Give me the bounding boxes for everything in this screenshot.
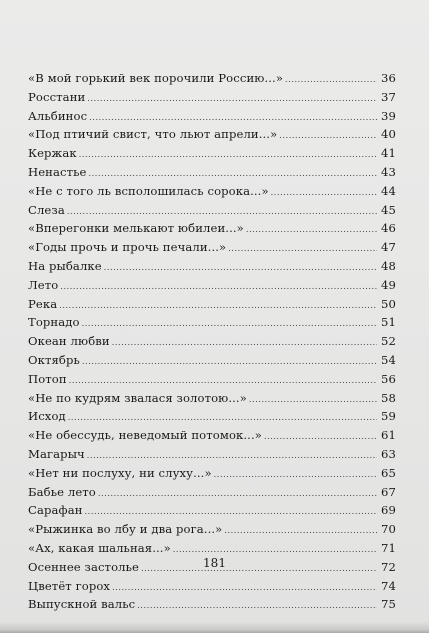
toc-entry bbox=[28, 372, 396, 391]
toc-entry-page: 54 bbox=[381, 352, 396, 367]
toc-entry bbox=[28, 334, 396, 353]
toc-entry bbox=[28, 579, 396, 598]
toc-entry-title: Потоп bbox=[28, 371, 67, 386]
toc-dot-leader bbox=[224, 527, 377, 535]
toc-entry-title: Ненастье bbox=[28, 164, 87, 179]
toc-entry-title: Альбинос bbox=[28, 108, 88, 123]
toc-dot-leader bbox=[59, 302, 377, 310]
toc-entry-title: «Годы прочь и прочь печали...» bbox=[28, 240, 227, 255]
toc-entry-page: 59 bbox=[381, 409, 396, 424]
toc-entry bbox=[28, 597, 396, 616]
toc-entry-page: 56 bbox=[381, 371, 396, 386]
toc-dot-leader bbox=[285, 76, 377, 84]
toc-entry-title: Сарафан bbox=[28, 503, 83, 518]
toc-dot-leader bbox=[68, 414, 377, 422]
toc-entry-page: 40 bbox=[381, 127, 396, 142]
toc-entry-page: 75 bbox=[381, 597, 396, 612]
toc-entry-title: На рыбалке bbox=[28, 258, 102, 273]
toc-entry-page: 51 bbox=[381, 315, 396, 330]
toc-dot-leader bbox=[271, 189, 377, 197]
toc-dot-leader bbox=[69, 377, 377, 385]
toc-entry bbox=[28, 466, 396, 485]
toc-entry-title: Слеза bbox=[28, 202, 65, 217]
toc-entry-page: 52 bbox=[381, 334, 396, 349]
toc-entry-page: 70 bbox=[381, 522, 396, 537]
toc-dot-leader bbox=[82, 320, 377, 328]
toc-entry-page: 46 bbox=[381, 221, 396, 236]
toc-entry-title: Выпускной вальс bbox=[28, 597, 136, 612]
toc-entry-page: 74 bbox=[381, 578, 396, 593]
page-number: 181 bbox=[203, 556, 226, 570]
toc-dot-leader bbox=[82, 358, 377, 366]
toc-dot-leader bbox=[87, 95, 377, 103]
toc-entry bbox=[28, 503, 396, 522]
toc-entry-title: Океан любви bbox=[28, 334, 110, 349]
toc-entry-page: 72 bbox=[381, 559, 396, 574]
toc-entry-page: 43 bbox=[381, 164, 396, 179]
toc-entry-title: «Нет ни послуху, ни слуху...» bbox=[28, 465, 212, 480]
toc-entry-title: Осеннее застолье bbox=[28, 559, 139, 574]
toc-entry-title: «В мой горький век порочили Россию...» bbox=[28, 71, 284, 85]
toc-entry-title: Исход bbox=[28, 409, 66, 424]
toc-entry-title: Октябрь bbox=[28, 352, 80, 367]
toc-entry-page: 47 bbox=[381, 240, 396, 255]
toc-entry bbox=[28, 71, 396, 90]
toc-entry-page: 37 bbox=[381, 89, 396, 104]
toc-entry-title: «Вперегонки мелькают юбилеи...» bbox=[28, 221, 244, 236]
toc-entry-title: Цветёт горох bbox=[28, 578, 111, 593]
toc-entry bbox=[28, 485, 396, 504]
toc-entry-title: «Под птичий свист, что льют апрели...» bbox=[28, 127, 278, 142]
page-edge-shadow bbox=[0, 621, 429, 633]
toc-dot-leader bbox=[249, 396, 377, 404]
toc-dot-leader bbox=[112, 584, 377, 592]
toc-entry-page: 65 bbox=[381, 465, 396, 480]
toc-entry-title: Магарыч bbox=[28, 446, 85, 461]
toc-entry bbox=[28, 522, 396, 541]
toc-entry bbox=[28, 90, 396, 109]
toc-entry bbox=[28, 146, 396, 165]
toc-dot-leader bbox=[67, 208, 377, 216]
toc-dot-leader bbox=[173, 546, 377, 554]
toc-dot-leader bbox=[104, 264, 377, 272]
toc-entry bbox=[28, 240, 396, 259]
toc-dot-leader bbox=[89, 170, 378, 178]
toc-entry-title: Лето bbox=[28, 277, 59, 292]
toc-dot-leader bbox=[228, 245, 377, 253]
toc-entry bbox=[28, 447, 396, 466]
toc-entry-title: Торнадо bbox=[28, 315, 80, 330]
toc-entry bbox=[28, 109, 396, 128]
toc-entry bbox=[28, 184, 396, 203]
toc-entry-page: 48 bbox=[381, 258, 396, 273]
toc-entry bbox=[28, 353, 396, 372]
toc-dot-leader bbox=[279, 132, 377, 140]
toc-dot-leader bbox=[98, 490, 377, 498]
toc-entry bbox=[28, 203, 396, 222]
toc-entry-title: «Ах, какая шальная...» bbox=[28, 540, 171, 555]
toc-entry-title: Кержак bbox=[28, 146, 77, 161]
toc-entry bbox=[28, 278, 396, 297]
toc-dot-leader bbox=[87, 452, 377, 460]
toc-entry-page: 45 bbox=[381, 202, 396, 217]
toc-entry bbox=[28, 259, 396, 278]
toc-entry-title: «Рыжинка во лбу и два рога...» bbox=[28, 522, 223, 537]
toc-entry bbox=[28, 127, 396, 146]
toc-entry-page: 67 bbox=[381, 484, 396, 499]
toc-dot-leader bbox=[214, 471, 377, 479]
toc-entry-title: Река bbox=[28, 296, 58, 311]
toc-entry-page: 44 bbox=[381, 183, 396, 198]
toc-dot-leader bbox=[89, 114, 377, 122]
toc-entry bbox=[28, 221, 396, 240]
toc-entry-title: «Не с того ль всполошилась сорока...» bbox=[28, 183, 269, 198]
toc-entry-page: 61 bbox=[381, 428, 396, 443]
table-of-contents bbox=[28, 71, 396, 616]
toc-entry bbox=[28, 428, 396, 447]
toc-entry-page: 69 bbox=[381, 503, 396, 518]
toc-dot-leader bbox=[112, 339, 377, 347]
toc-entry-title: «Не по кудрям звалася золотою...» bbox=[28, 390, 247, 405]
toc-dot-leader bbox=[85, 508, 377, 516]
toc-entry-title: Росстани bbox=[28, 89, 86, 104]
toc-entry-page: 63 bbox=[381, 446, 396, 461]
toc-entry bbox=[28, 391, 396, 410]
toc-entry-page: 49 bbox=[381, 277, 396, 292]
toc-entry bbox=[28, 297, 396, 316]
toc-entry-page: 39 bbox=[381, 108, 396, 123]
toc-dot-leader bbox=[79, 151, 377, 159]
toc-entry bbox=[28, 315, 396, 334]
toc-entry-page: 58 bbox=[381, 390, 396, 405]
toc-dot-leader bbox=[60, 283, 377, 291]
toc-entry-title: Бабье лето bbox=[28, 484, 96, 499]
toc-entry bbox=[28, 165, 396, 184]
toc-entry-page: 41 bbox=[381, 146, 396, 161]
toc-entry-page: 71 bbox=[381, 540, 396, 555]
toc-entry bbox=[28, 409, 396, 428]
toc-entry-title: «Не обессудь, неведомый потомок...» bbox=[28, 428, 262, 443]
toc-entry-page: 36 bbox=[381, 71, 396, 85]
toc-dot-leader bbox=[264, 433, 377, 441]
toc-entry-page: 50 bbox=[381, 296, 396, 311]
toc-dot-leader bbox=[137, 602, 377, 610]
toc-dot-leader bbox=[246, 226, 377, 234]
